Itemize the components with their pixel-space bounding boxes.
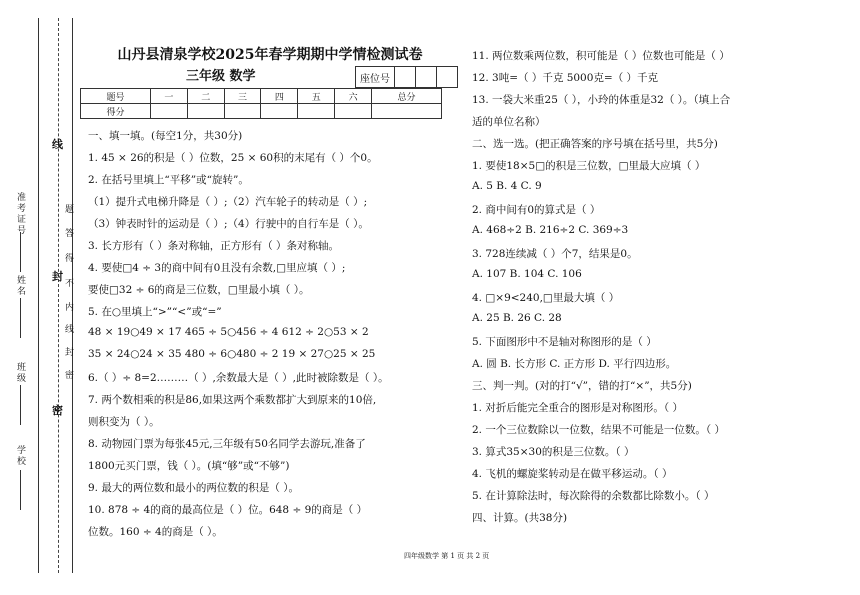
question-line: 5. 在计算除法时，每次除得的余数都比除数小。（ ） <box>472 490 715 502</box>
question-line: 则积变为（ ）。 <box>88 416 160 428</box>
name-label: 姓名 <box>15 275 25 297</box>
score-header-cell: 四 <box>261 89 298 104</box>
question-line: 9. 最大的两位数和最小的两位数的积是（ ）。 <box>88 482 299 494</box>
seat-number-cell[interactable] <box>437 67 457 87</box>
question-line: 3. 728连续减（ ）个7，结果是0。 <box>472 248 638 260</box>
school-line <box>20 470 21 510</box>
score-row-label: 得分 <box>81 104 151 119</box>
question-line: 2. 商中间有0的算式是（ ） <box>472 204 601 216</box>
score-cell[interactable] <box>335 104 372 119</box>
question-line: 要使□32 ÷ 6的商是三位数，□里最小填（ ）。 <box>88 284 310 296</box>
seal-char: 密 <box>65 371 75 381</box>
seal-char: 线 <box>65 325 75 335</box>
seal-char: 封 <box>65 348 75 358</box>
question-line: 13. 一袋大米重25（ ），小玲的体重是32（ ）。（填上合 <box>472 94 731 106</box>
question-line: （1）提升式电梯升降是（ ）;（2）汽车轮子的转动是（ ）; <box>88 196 368 208</box>
score-cell[interactable] <box>150 104 187 119</box>
question-line: 6.（ ）÷ 8=2………（ ）,余数最大是（ ）,此时被除数是（ ）。 <box>88 372 389 384</box>
seal-char: 答 <box>65 229 75 239</box>
score-header-cell: 六 <box>335 89 372 104</box>
score-header-cell: 三 <box>224 89 261 104</box>
question-line: （3）钟表时针的运动是（ ）;（4）行驶中的自行车是（ ）。 <box>88 218 369 230</box>
admission-number-line <box>20 232 21 272</box>
section-three-heading: 三、判一判。(对的打“√”，错的打“×”，共5分) <box>472 380 692 392</box>
seat-number-cell[interactable] <box>416 67 437 87</box>
score-header-cell: 一 <box>150 89 187 104</box>
page-footer: 四年级数学 第 1 页 共 2 页 <box>404 552 490 560</box>
score-cell[interactable] <box>187 104 224 119</box>
choice-options: A. 25 B. 26 C. 28 <box>472 312 562 324</box>
seat-number-label: 座位号 <box>356 67 395 87</box>
question-line: 11. 两位数乘两位数，积可能是（ ）位数也可能是（ ） <box>472 50 730 62</box>
question-line: 10. 878 ÷ 4的商的最高位是（ ）位。648 ÷ 9的商是（ ） <box>88 504 368 516</box>
name-line <box>20 298 21 338</box>
seal-char-bold: 密 <box>52 404 63 417</box>
binding-margin <box>0 0 80 595</box>
choice-options: A. 圆 B. 长方形 C. 正方形 D. 平行四边形。 <box>472 358 677 370</box>
comparison-row: 48 × 19○49 × 17 465 ÷ 5○456 ÷ 4 612 ÷ 2○53 × 2 <box>88 326 369 338</box>
question-line: 4. □×9<240,□里最大填（ ） <box>472 292 620 304</box>
exam-subtitle: 三年级 数学 <box>186 69 256 84</box>
seal-char: 内 <box>65 303 75 313</box>
section-one-heading: 一、填一填。(每空1分，共30分) <box>88 130 243 142</box>
seal-char: 题 <box>65 205 75 215</box>
seat-number-cell[interactable] <box>395 67 416 87</box>
score-table-score-row <box>81 104 442 119</box>
question-line: 4. 飞机的螺旋桨转动是在做平移运动。（ ） <box>472 468 673 480</box>
question-line: 4. 要使□4 ÷ 3的商中间有0且没有余数,□里应填（ ）; <box>88 262 346 274</box>
choice-options: A. 468÷2 B. 216÷2 C. 369÷3 <box>472 224 629 236</box>
question-line: 1. 要使18×5□的积是三位数，□里最大应填（ ） <box>472 160 706 172</box>
class-label: 班级 <box>15 362 25 384</box>
admission-number-label: 准考证号 <box>15 192 25 236</box>
question-line: 5. 下面图形中不是轴对称图形的是（ ） <box>472 336 657 348</box>
seal-char-bold: 线 <box>52 138 63 151</box>
score-header-cell: 五 <box>298 89 335 104</box>
question-line: 1. 对折后能完全重合的图形是对称图形。（ ） <box>472 402 683 414</box>
question-line: 3. 长方形有（ ）条对称轴，正方形有（ ）条对称轴。 <box>88 240 340 252</box>
score-table-header-row <box>81 89 442 104</box>
question-line: 适的单位名称） <box>472 116 546 128</box>
question-line: 12. 3吨=（ ）千克 5000克=（ ）千克 <box>472 72 659 84</box>
comparison-row: 35 × 24○24 × 35 480 ÷ 6○480 ÷ 2 19 × 27○25 × 25 <box>88 348 376 360</box>
score-cell[interactable] <box>372 104 442 119</box>
question-line: 1800元买门票，钱（ ）。(填“够”或“不够”) <box>88 460 290 472</box>
class-line <box>20 385 21 425</box>
binding-line-outer <box>38 18 39 573</box>
score-header-cell: 二 <box>187 89 224 104</box>
section-four-heading: 四、计算。(共38分) <box>472 512 568 524</box>
score-table <box>80 88 442 119</box>
score-cell[interactable] <box>261 104 298 119</box>
question-line: 8. 动物园门票为每张45元,三年级有50名同学去游玩,准备了 <box>88 438 366 450</box>
question-line: 2. 一个三位数除以一位数，结果不可能是一位数。（ ） <box>472 424 725 436</box>
question-line: 2. 在括号里填上“平移”或“旋转”。 <box>88 174 249 186</box>
score-cell[interactable] <box>298 104 335 119</box>
score-header-cell: 题号 <box>81 89 151 104</box>
question-line: 位数。160 ÷ 4的商是（ ）。 <box>88 526 223 538</box>
exam-title: 山丹县清泉学校2025年春学期期中学情检测试卷 <box>117 47 423 63</box>
choice-options: A. 107 B. 104 C. 106 <box>472 268 582 280</box>
binding-line-dashed <box>58 18 59 573</box>
choice-options: A. 5 B. 4 C. 9 <box>472 180 542 192</box>
score-cell[interactable] <box>224 104 261 119</box>
question-line: 3. 算式35×30的积是三位数。（ ） <box>472 446 635 458</box>
section-two-heading: 二、选一选。(把正确答案的序号填在括号里，共5分) <box>472 138 718 150</box>
binding-line-inner <box>72 18 73 573</box>
school-label: 学校 <box>15 445 25 467</box>
question-line: 1. 45 × 26的积是（ ）位数，25 × 60积的末尾有（ ）个0。 <box>88 152 378 164</box>
seal-char: 得 <box>65 254 75 264</box>
seat-number-box <box>355 66 458 88</box>
question-line: 7. 两个数相乘的积是86,如果这两个乘数都扩大到原来的10倍, <box>88 394 377 406</box>
seal-char-bold: 封 <box>52 270 63 283</box>
question-line: 5. 在○里填上“>”“<”或“=” <box>88 306 222 318</box>
score-header-cell: 总分 <box>372 89 442 104</box>
seal-char: 不 <box>65 279 75 289</box>
